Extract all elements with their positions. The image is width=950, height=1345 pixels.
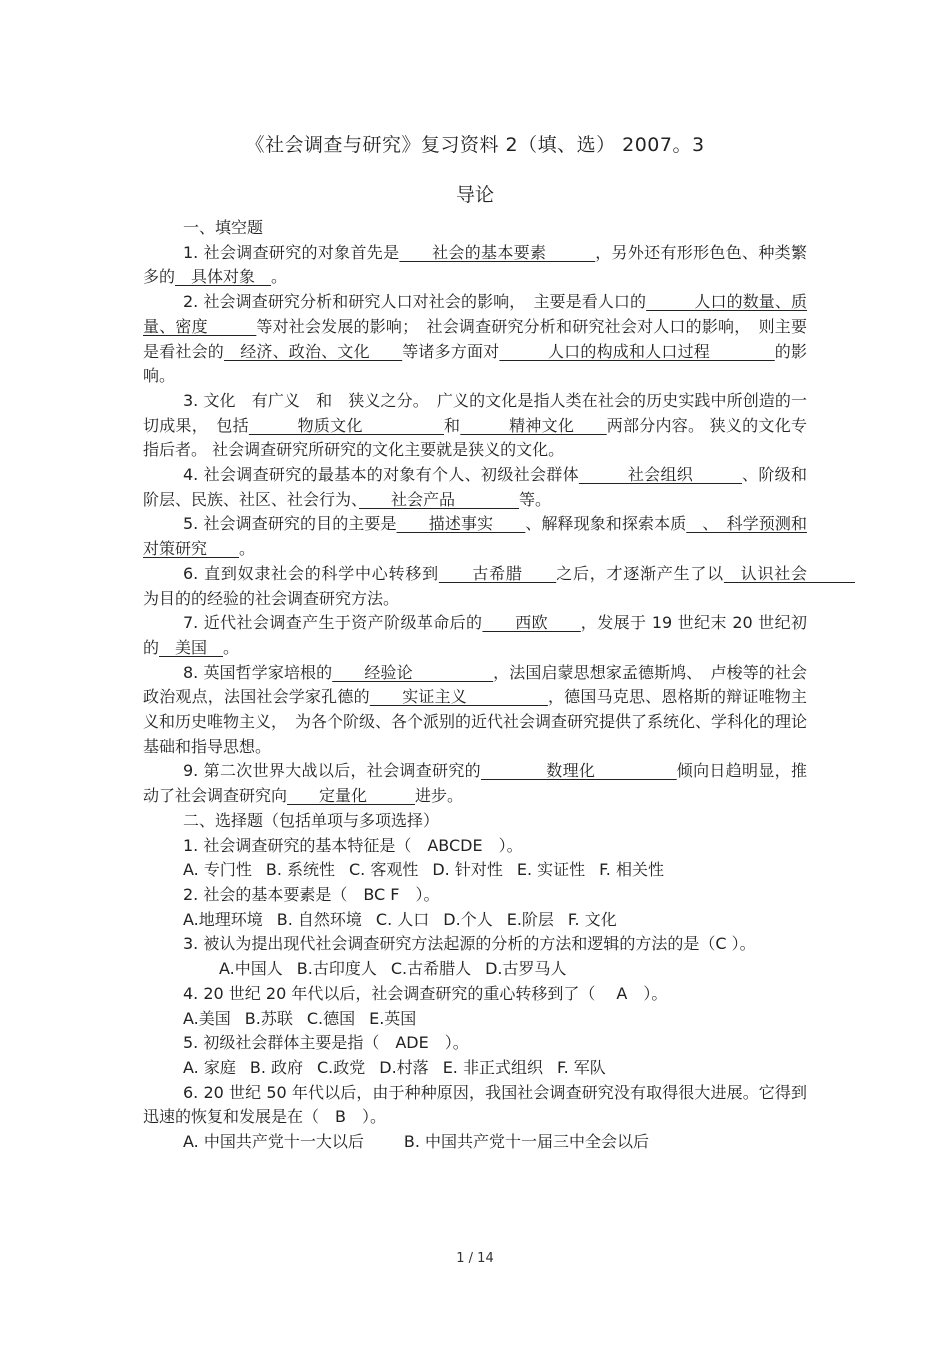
option: D.个人 [443,909,493,929]
choice-options-3 [143,957,807,982]
option: A.中国人 [219,959,283,979]
question-2: 2. 社会调查研究分析和研究人口对社会的影响， 主要是看人口的 人口的数量、质量、密度 等对社会发展的影响； 社会调查研究分析和研究社会对人口的影响， 则主要是看社会的 经济、政治、文化 等诸多方面对 人口的构成和人口过程 的影响。 [143,292,807,386]
question-9: 9. 第二次世界大战以后，社会调查研究的 数理化 倾向日趋明显，推动了社会调查研究向 定量化 进步。 [143,761,807,806]
option: A. 专门性 [183,860,252,880]
option: B. 系统性 [265,860,335,880]
answer: 社会组织 [578,465,743,485]
option: A.地理环境 [183,909,263,929]
question-6: 6. 直到奴隶社会的科学中心转移到 古希腊 之后，才逐渐产生了以 认识社会 为目的的经验的社会调查研究方法。 [143,563,855,608]
option: C.古希腊人 [390,959,472,979]
question-5: 5. 社会调查研究的目的主要是 描述事实 、解释现象和探索本质 、 科学预测和对策研究 。 [143,514,807,559]
option: D.古罗马人 [485,959,567,979]
option: B. 政府 [249,1057,303,1077]
option: F. 文化 [567,909,617,929]
option: C. 人口 [375,909,430,929]
answer: 、 科学预测和对策研究 [143,514,807,559]
answer: 物质文化 [248,415,445,435]
answer: 经济、政治、文化 [224,341,403,361]
option: A.美国 [183,1008,231,1028]
chapter-heading: 导论 [455,184,494,206]
section-heading-fill: 一、填空题 [183,218,264,237]
answer: 社会的基本要素 [399,242,596,262]
answer: 定量化 [287,786,416,806]
choice-question-4: 4. 20 世纪 20 年代以后，社会调查研究的重心转移到了（ A ）。 [183,983,668,1003]
question-4: 4. 社会调查研究的最基本的对象有个人、初级社会群体 社会组织 、阶级和阶层、民族、社区、社会行为、 社会产品 等。 [143,465,807,509]
option: F. 军队 [556,1057,606,1077]
answer: 描述事实 [396,514,526,534]
choice-options-5 [143,1056,807,1081]
answer: 社会产品 [359,489,520,509]
choice-options-6 [143,1130,807,1155]
option: E.阶层 [506,909,554,929]
option: C. 客观性 [349,860,419,880]
option: B. 自然环境 [276,909,362,929]
choice-question-1: 1. 社会调查研究的基本特征是（ ABCDE ）。 [183,835,523,855]
document-title: 《社会调查与研究》复习资料 2（填、选） 2007。3 [245,134,705,156]
choice-options-1 [143,858,807,883]
option: E. 实证性 [516,860,586,880]
option: D. 针对性 [432,860,503,880]
option: B. 中国共产党十一届三中全会以后 [403,1132,649,1152]
answer: 人口的构成和人口过程 [499,341,775,361]
option: E. 非正式组织 [442,1057,543,1077]
answer: 实证主义 [369,687,548,707]
option: B.苏联 [244,1008,293,1028]
question-8: 8. 英国哲学家培根的 经验论 ，法国启蒙思想家孟德斯鸠、 卢梭等的社会政治观点，法国社会学家孔德的 实证主义 ，德国马克思、恩格斯的辩证唯物主义和历史唯物主义， 为各个阶级、各个派别的近代社会调查研究提供了系统化、学科化的理论基础和指导思想。 [143,662,808,756]
option: D.村落 [379,1057,429,1077]
choice-options-2 [143,908,807,933]
choice-question-2: 2. 社会的基本要素是（ BC F ）。 [183,884,440,904]
choice-question-5: 5. 初级社会群体主要是指（ ADE ）。 [183,1033,469,1053]
option: A. 中国共产党十一大以后 [183,1132,364,1152]
question-7: 7. 近代社会调查产生于资产阶级革命后的 西欧 ，发展于 19 世纪末 20 世纪初的 美国 。 [143,613,807,657]
answer: 经验论 [332,662,494,682]
answer: 具体对象 [175,267,272,287]
option: C.政党 [317,1057,366,1077]
document-body [143,216,855,1155]
choice-question-6: 6. 20 世纪 50 年代以后，由于种种原因，我国社会调查研究没有取得很大进展。它得到迅速的恢复和发展是在（ B ）。 [143,1082,807,1127]
answer: 西欧 [482,613,581,633]
option: E.英国 [369,1008,417,1028]
answer: 人口的数量、质量、密度 [143,292,807,336]
option: B.古印度人 [296,959,377,979]
answer: 古希腊 [438,563,557,583]
answer: 精神文化 [460,415,607,435]
choice-options-4 [143,1007,807,1032]
answer: 数理化 [481,761,677,781]
choice-question-3: 3. 被认为提出现代社会调查研究方法起源的分析的方法和逻辑的方法的是（C ）。 [183,934,756,954]
answer: 认识社会 [723,563,855,583]
question-1: 1. 社会调查研究的对象首先是 社会的基本要素 ，另外还有形形色色、种类繁多的 具体对象 。 [143,242,807,287]
option: F. 相关性 [599,860,664,880]
answer: 美国 [159,637,224,657]
page-number: 1 / 14 [456,1251,494,1266]
option: A. 家庭 [183,1057,236,1077]
section-heading-choice: 二、选择题（包括单项与多项选择） [183,810,440,830]
option: C.德国 [306,1008,356,1028]
question-3: 3. 文化 有广义 和 狭义之分。 广义的文化是指人类在社会的历史实践中所创造的一切成果， 包括 物质文化 和 精神文化 两部分内容。 狭义的文化专指后者。 社会调查研究所研究的文化主要就是狭义的文化。 [143,390,807,460]
